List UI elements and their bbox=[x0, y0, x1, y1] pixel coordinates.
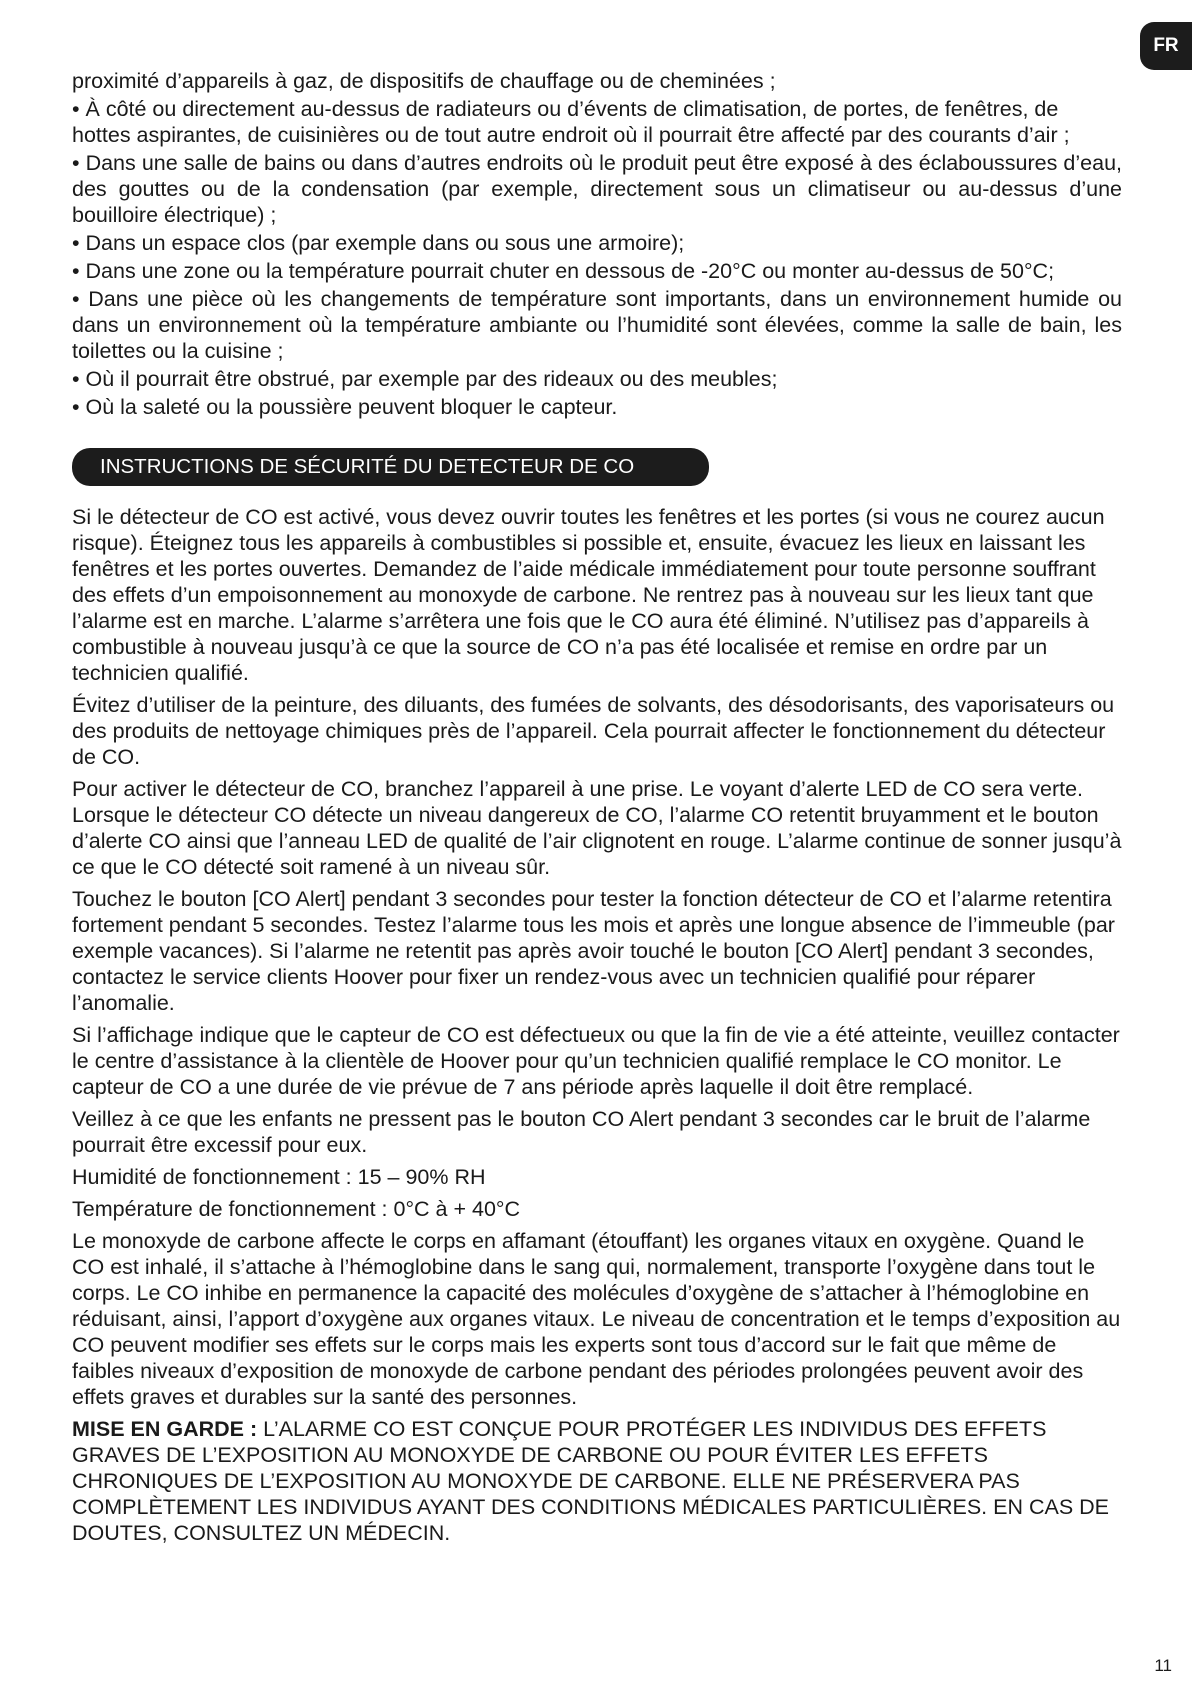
bullet-item: • Où il pourrait être obstrué, par exemple par des rideaux ou des meubles; bbox=[72, 367, 778, 391]
bullet-item: • À côté ou directement au-dessus de radiateurs ou d’évents de climatisation, de portes, de fenêtres, de hottes aspirantes, de cuisinières ou de tout autre endroit où il pourrait être affecté par des courants d’air ; bbox=[72, 97, 1070, 147]
paragraph: Touchez le bouton [CO Alert] pendant 3 secondes pour tester la fonction détecteur de CO et l’alarme retentira fortement pendant 5 secondes. Testez l’alarme tous les mois et après une longue absence de l’immeuble (par exemple vacances). Si l’alarme ne retentit pas après avoir touché le bouton [CO Alert] pendant 3 secondes, contactez le service clients Hoover pour fixer un rendez-vous avec un technicien qualifié pour réparer l’anomalie. bbox=[72, 887, 1115, 1015]
bullet-item: • Dans un espace clos (par exemple dans ou sous une armoire); bbox=[72, 231, 685, 255]
paragraph: Humidité de fonctionnement : 15 – 90% RH bbox=[72, 1165, 486, 1189]
paragraph: Veillez à ce que les enfants ne pressent pas le bouton CO Alert pendant 3 secondes car le bruit de l’alarme pourrait être excessif pour eux. bbox=[72, 1107, 1091, 1157]
paragraph: Si le détecteur de CO est activé, vous devez ouvrir toutes les fenêtres et les portes (si vous ne courez aucun risque). Éteignez tous les appareils à combustibles si possible et, ensuite, évacuez les lieux en laissant les fenêtres et les portes ouvertes. Demandez de l’aide médicale immédiatement pour toute personne souffrant des effets d’un empoisonnement au monoxyde de carbone. Ne rentrez pas à nouveau sur les lieux tant que l’alarme est en marche. L’alarme s’arrêtera une fois que le CO aura été éliminé. N’utilisez pas d’appareils à combustible à nouveau jusqu’à ce que la source de CO n’a pas été localisée et remise en ordre par un technicien qualifié. bbox=[72, 505, 1105, 685]
bullet-item: • Où la saleté ou la poussière peuvent bloquer le capteur. bbox=[72, 395, 618, 419]
bullet-item: • Dans une pièce où les changements de température sont importants, dans un environnement humide ou dans un environnement où la température ambiante ou l’humidité sont élevées, comme la salle de bain, les toilettes ou la cuisine ; bbox=[72, 287, 1122, 363]
section-title: INSTRUCTIONS DE SÉCURITÉ DU DETECTEUR DE CO bbox=[72, 448, 709, 486]
warning-notice bbox=[72, 1416, 1122, 1546]
warning-text: L’ALARME CO EST CONÇUE POUR PROTÉGER LES INDIVIDUS DES EFFETS GRAVES DE L’EXPOSITION AU MONOXYDE DE CARBONE OU POUR ÉVITER LES EFFETS CHRONIQUES DE L’EXPOSITION AU MONOXYDE DE CARBONE. ELLE NE PRÉSERVERA PAS COMPLÈTEMENT LES INDIVIDUS AYANT DES CONDITIONS MÉDICALES PARTICULIÈRES. EN CAS DE DOUTES, CONSULTEZ UN MÉDECIN. bbox=[72, 1417, 1109, 1545]
bullet-item: • Dans une salle de bains ou dans d’autres endroits où le produit peut être exposé à des éclaboussures d’eau, des gouttes ou de la condensation (par exemple, directement sous un climatiseur ou au-dessus d’une bouilloire électrique) ; bbox=[72, 151, 1122, 227]
bullet-item: • Dans une zone ou la température pourrait chuter en dessous de -20°C ou monter au-dessus de 50°C; bbox=[72, 259, 1055, 283]
warning-label: MISE EN GARDE : bbox=[72, 1417, 258, 1441]
language-tab: FR bbox=[1140, 22, 1192, 70]
page-number: 11 bbox=[1154, 1656, 1172, 1675]
document-body bbox=[72, 68, 1122, 1552]
paragraph: Pour activer le détecteur de CO, branchez l’appareil à une prise. Le voyant d’alerte LED de CO sera verte. Lorsque le détecteur CO détecte un niveau dangereux de CO, l’alarme CO retentit bruyamment et le bouton d’alerte CO ainsi que l’anneau LED de qualité de l’air clignotent en rouge. L’alarme continue de sonner jusqu’à ce que le CO détecté soit ramené à un niveau sûr. bbox=[72, 777, 1122, 879]
bullet-item: proximité d’appareils à gaz, de dispositifs de chauffage ou de cheminées ; bbox=[72, 69, 776, 93]
paragraph: Évitez d’utiliser de la peinture, des diluants, des fumées de solvants, des désodorisants, des vaporisateurs ou des produits de nettoyage chimiques près de l’appareil. Cela pourrait affecter le fonctionnement du détecteur de CO. bbox=[72, 693, 1115, 769]
paragraph: Si l’affichage indique que le capteur de CO est défectueux ou que la fin de vie a été atteinte, veuillez contacter le centre d’assistance à la clientèle de Hoover pour qu’un technicien qualifié remplace le CO monitor. Le capteur de CO a une durée de vie prévue de 7 ans période après laquelle il doit être remplacé. bbox=[72, 1023, 1120, 1099]
paragraph: Température de fonctionnement : 0°C à + 40°C bbox=[72, 1197, 521, 1221]
paragraph: Le monoxyde de carbone affecte le corps en affamant (étouffant) les organes vitaux en oxygène. Quand le CO est inhalé, il s’attache à l’hémoglobine dans le sang qui, normalement, transporte l’oxygène dans tout le corps. Le CO inhibe en permanence la capacité des molécules d’oxygène de s’attacher à l’hémoglobine en réduisant, ainsi, l’apport d’oxygène aux organes vitaux. Le niveau de concentration et le temps d’exposition au CO peuvent modifier ses effets sur le corps mais les experts sont tous d’accord sur le fait que même de faibles niveaux d’exposition de monoxyde de carbone pendant des périodes prolongées peuvent avoir des effets graves et durables sur la santé des personnes. bbox=[72, 1229, 1121, 1409]
